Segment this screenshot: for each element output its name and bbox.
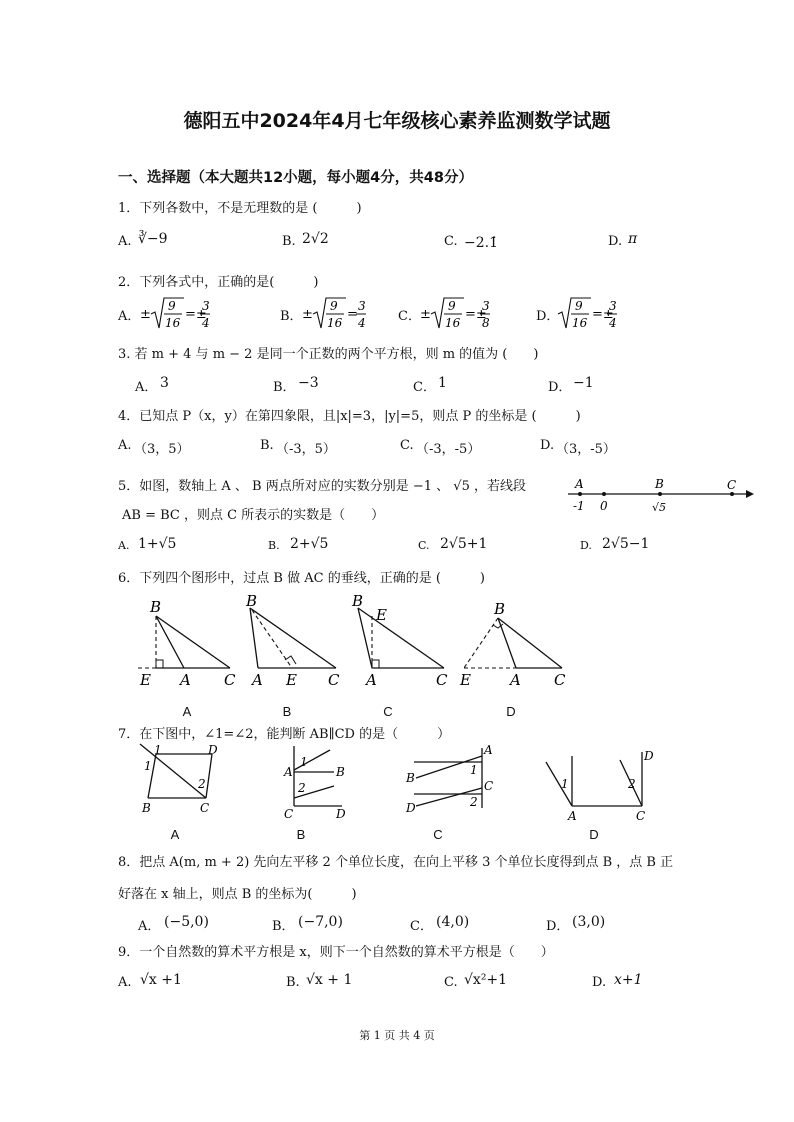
q8-value-c: (4,0): [436, 914, 470, 930]
q6-figure-d: [459, 600, 566, 689]
q8-label-c: C．: [410, 919, 433, 934]
q4-value-d: （3，-5）: [556, 442, 616, 457]
q2-option-d-formula: [552, 296, 642, 334]
q2b-rden: 16: [327, 316, 343, 330]
q2b-den: 4: [358, 316, 366, 330]
q5-value-b: 2+√5: [290, 536, 329, 552]
q3-value-c: 1: [438, 375, 447, 391]
q2c-eq: =±: [465, 307, 487, 322]
svg-text:E: E: [140, 671, 151, 689]
point-b-dot: [658, 492, 662, 496]
q8-label-a: A．: [138, 919, 161, 934]
q2-option-a-formula: [138, 296, 228, 334]
q7-caption-c: C: [433, 827, 443, 842]
q6-figure-a: [138, 598, 236, 689]
svg-text:C: C: [636, 809, 646, 823]
svg-text:A: A: [284, 765, 293, 779]
q7-figure-b: [283, 746, 346, 821]
svg-text:C: C: [224, 671, 236, 689]
q2-label-a: A．: [118, 309, 141, 324]
q2b-pm: ±: [302, 307, 313, 322]
q1-value-d: π: [628, 231, 638, 247]
q5-value-a: 1+√5: [138, 536, 177, 552]
q2a-pm: ±: [140, 307, 151, 322]
q2d-den: 4: [609, 316, 617, 330]
q5-value-d: 2√5−1: [602, 536, 650, 552]
svg-text:E: E: [460, 671, 471, 689]
question-8-line-1: 8．把点 A(m, m + 2) 先向左平移 2 个单位长度，在向上平移 3 个单位长度得到点 B ，点 B 正: [118, 855, 674, 870]
svg-text:1: 1: [144, 759, 152, 773]
q5-value-c: 2√5+1: [440, 536, 488, 552]
q4-value-a: （3，5）: [134, 442, 190, 457]
q7-figures: [130, 742, 670, 826]
q3-label-a: A．: [135, 380, 158, 395]
q8-label-d: D．: [546, 919, 570, 934]
question-5-line-2: AB = BC ，则点 C 所表示的实数是（ ）: [122, 508, 385, 523]
svg-text:A: A: [484, 743, 493, 757]
q2a-den: 4: [202, 316, 210, 330]
q8-label-b: B．: [272, 919, 295, 934]
svg-text:B: B: [352, 592, 364, 610]
q3-label-d: D．: [548, 380, 572, 395]
svg-text:B: B: [142, 801, 151, 815]
q1-label-b: B.: [282, 234, 296, 249]
q6-caption-a: A: [182, 704, 192, 719]
q1-label-d: D.: [608, 234, 623, 249]
q7-caption-d: D: [589, 827, 599, 842]
svg-text:B: B: [246, 592, 258, 610]
question-3: 3. 若 m + 4 与 m − 2 是同一个正数的两个平方根，则 m 的值为 ( ): [118, 347, 539, 362]
arrow-icon: [746, 490, 754, 498]
q6-figure-c: [351, 592, 448, 689]
q3-label-c: C．: [413, 380, 436, 395]
q4-label-a: A.: [118, 438, 132, 453]
q8-value-d: (3,0): [572, 914, 606, 930]
q5-label-a: A.: [118, 539, 130, 552]
number-line-figure: [560, 474, 755, 520]
label-a: A: [575, 477, 584, 491]
q4-label-c: C.: [400, 438, 414, 453]
tick-label-0: 0: [600, 499, 608, 513]
svg-text:A: A: [510, 671, 521, 689]
svg-text:E: E: [286, 671, 297, 689]
svg-text:A: A: [568, 809, 577, 823]
q6-figures: [130, 592, 580, 692]
question-5-line-1: 5．如图，数轴上 A 、 B 两点所对应的实数分别是 −1 、 √5 ，若线段: [118, 479, 526, 494]
question-1: 1．下列各数中，不是无理数的是 ( ): [118, 201, 362, 216]
q2b-rnum: 9: [330, 299, 338, 313]
q2d-rden: 16: [572, 316, 588, 330]
tick-label-minus1: -1: [573, 499, 585, 513]
q4-value-b: （-3，5）: [276, 442, 336, 457]
question-9: 9．一个自然数的算术平方根是 x，则下一个自然数的算术平方根是（ ）: [118, 945, 554, 960]
q1-value-c: −2.1̇: [464, 235, 498, 251]
svg-text:A: A: [180, 671, 191, 689]
svg-text:2: 2: [470, 795, 478, 809]
q2a-eq: =±: [185, 307, 207, 322]
svg-text:C: C: [284, 807, 294, 821]
question-8-line-2: 好落在 x 轴上，则点 B 的坐标为( ): [118, 887, 357, 902]
q6-caption-c: C: [383, 704, 393, 719]
q9-value-b: √x + 1: [306, 972, 353, 988]
q3-value-b: −3: [298, 375, 319, 391]
svg-text:C: C: [554, 671, 566, 689]
svg-text:C: C: [200, 801, 210, 815]
svg-text:D: D: [644, 749, 654, 763]
q2-label-b: B．: [280, 309, 303, 324]
q8-value-a: (−5,0): [164, 914, 209, 930]
q6-caption-d: D: [506, 704, 516, 719]
q7-caption-a: A: [170, 827, 180, 842]
page-title: 德阳五中2024年4月七年级核心素养监测数学试题: [183, 110, 611, 132]
q2b-eq: =: [347, 307, 358, 322]
q2a-rnum: 9: [168, 299, 176, 313]
q5-label-b: B.: [268, 539, 280, 552]
q2-label-c: C．: [398, 309, 421, 324]
q2d-rnum: 9: [575, 299, 583, 313]
label-b: B: [655, 477, 664, 491]
q9-value-c: √x²+1: [464, 972, 508, 988]
q7-figure-a: [140, 743, 218, 815]
svg-text:D: D: [336, 807, 346, 821]
svg-text:1: 1: [154, 743, 162, 757]
svg-text:D: D: [208, 743, 218, 757]
q2c-num: 3: [482, 299, 490, 313]
svg-text:C: C: [484, 779, 494, 793]
svg-text:B: B: [494, 600, 506, 618]
point-c-dot: [730, 492, 734, 496]
svg-text:D: D: [406, 801, 416, 815]
q1-label-a: A.: [118, 234, 132, 249]
svg-text:2: 2: [298, 781, 306, 795]
section-heading: 一、选择题（本大题共12小题，每小题4分，共48分）: [118, 170, 473, 186]
point-0-dot: [602, 492, 606, 496]
q2-option-c-formula: [418, 296, 508, 334]
tick-label-sqrt5: √5: [652, 501, 667, 514]
q9-label-b: B.: [286, 975, 300, 990]
svg-text:C: C: [436, 671, 448, 689]
q2c-pm: ±: [420, 307, 431, 322]
page-footer: 第 1 页 共 4 页: [359, 1029, 435, 1042]
svg-text:1: 1: [470, 763, 478, 777]
q6-caption-b: B: [282, 704, 292, 719]
svg-text:A: A: [366, 671, 377, 689]
q5-label-c: C.: [418, 539, 430, 552]
svg-text:C: C: [328, 671, 340, 689]
q9-label-a: A.: [118, 975, 132, 990]
q2-option-b-formula: [300, 296, 390, 334]
q3-value-d: −1: [573, 375, 594, 391]
q6-figure-b: [245, 592, 340, 689]
q2-label-d: D．: [536, 309, 560, 324]
q7-figure-d: [546, 749, 654, 823]
svg-text:E: E: [376, 606, 387, 624]
q1-value-a: ∛−9: [138, 231, 168, 247]
q2c-rnum: 9: [448, 299, 456, 313]
q1-value-b: 2√2: [302, 231, 329, 247]
svg-text:A: A: [252, 671, 263, 689]
svg-text:B: B: [406, 771, 415, 785]
svg-text:2: 2: [628, 777, 636, 791]
q2a-rden: 16: [165, 316, 181, 330]
q4-value-c: （-3，-5）: [416, 442, 481, 457]
svg-text:B: B: [150, 598, 162, 616]
question-4: 4．已知点 P（x，y）在第四象限，且|x|=3，|y|=5，则点 P 的坐标是 ( ): [118, 409, 581, 424]
q2a-num: 3: [202, 299, 210, 313]
q8-value-b: (−7,0): [298, 914, 343, 930]
q9-value-a: √x +1: [140, 972, 182, 988]
label-c: C: [727, 478, 737, 492]
svg-text:B: B: [336, 765, 345, 779]
q9-value-d: x+1: [614, 972, 643, 988]
svg-text:2: 2: [198, 777, 206, 791]
question-7: 7．在下图中，∠1=∠2，能判断 AB∥CD 的是（ ）: [118, 727, 451, 742]
svg-text:1: 1: [300, 755, 308, 769]
question-6: 6．下列四个图形中，过点 B 做 AC 的垂线，正确的是 ( ): [118, 571, 485, 586]
q7-caption-b: B: [296, 827, 306, 842]
q7-figure-c: [405, 743, 493, 815]
q2c-den: 8: [482, 316, 490, 330]
q9-label-c: C.: [444, 975, 458, 990]
q2d-num: 3: [609, 299, 617, 313]
point-a-dot: [578, 492, 582, 496]
q2c-rden: 16: [445, 316, 461, 330]
q2b-num: 3: [358, 299, 366, 313]
q1-label-c: C.: [444, 234, 458, 249]
q4-label-d: D.: [540, 438, 555, 453]
q3-label-b: B．: [273, 380, 296, 395]
q3-value-a: 3: [160, 375, 169, 391]
q9-label-d: D.: [592, 975, 607, 990]
q2d-eq: =±: [592, 307, 614, 322]
question-2: 2．下列各式中，正确的是( ): [118, 275, 319, 290]
svg-text:1: 1: [561, 777, 569, 791]
q5-label-d: D.: [580, 539, 592, 552]
q4-label-b: B.: [260, 438, 274, 453]
